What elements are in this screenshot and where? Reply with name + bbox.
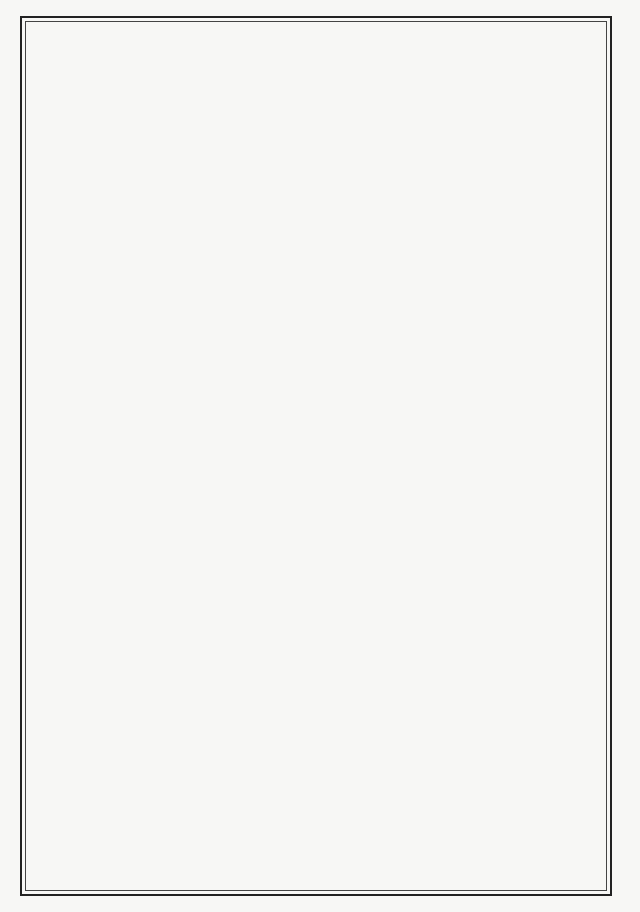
page-frame-inner <box>25 21 607 891</box>
page-frame <box>20 16 612 896</box>
